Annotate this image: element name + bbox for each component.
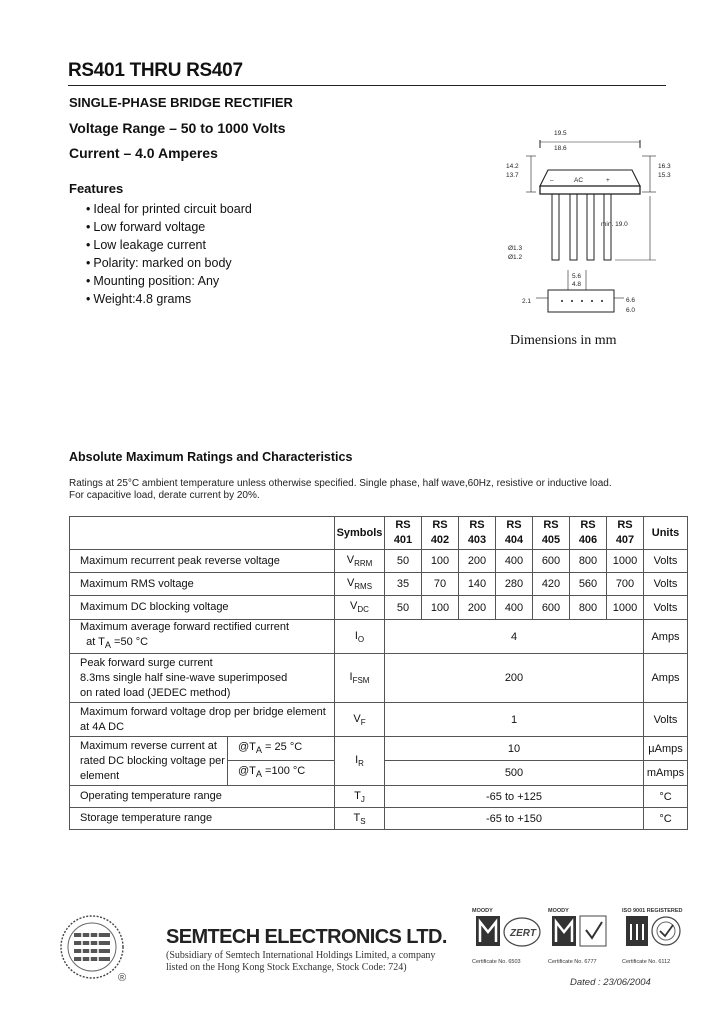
row-condition [228, 761, 335, 786]
table-cell: 400 [496, 596, 533, 620]
table-row [70, 596, 688, 620]
symbol-letter: V [353, 712, 361, 725]
ratings-note-line1: Ratings at 25°C ambient temperature unless otherwise specified. Single phase, half wave,60Hz, resistive or inductive load. [69, 478, 612, 489]
feature-item: • Polarity: marked on body [86, 254, 252, 272]
dim-width-bottom: 18.6 [554, 145, 567, 152]
symbol-letter: V [346, 553, 355, 566]
table-cell: 800 [570, 596, 607, 620]
table-row [70, 703, 688, 737]
svg-text:ZERT: ZERT [510, 928, 536, 939]
cert-bottom-text: Certificate No. 6112 [622, 959, 671, 965]
model-prefix: RS [432, 519, 448, 531]
table-cell: 1000 [607, 596, 644, 620]
table-cell: 280 [496, 573, 533, 596]
table-cell: 600 [533, 550, 570, 573]
cert-top-text: MOODY [472, 908, 493, 914]
units-header: Units [644, 517, 688, 550]
label-line: Peak forward surge current [80, 656, 213, 669]
row-symbol [335, 808, 385, 830]
row-label: Maximum DC blocking voltage [70, 596, 335, 620]
model-number: 401 [393, 534, 413, 546]
feature-item: • Low leakage current [86, 236, 252, 254]
model-header [459, 517, 496, 550]
condition-text: @T [238, 740, 256, 753]
table-cell: 50 [385, 596, 422, 620]
label-line: =50 °C [111, 636, 149, 648]
iso-registered-icon [622, 914, 688, 954]
ratings-heading: Absolute Maximum Ratings and Characteristics [69, 450, 353, 464]
condition-text: = 25 °C [262, 740, 303, 753]
model-prefix: RS [543, 519, 559, 531]
company-subsidiary-note [166, 950, 456, 974]
table-row [70, 808, 688, 830]
dim-lead-dia-top: Ø1.3 [508, 245, 523, 252]
features-list [86, 200, 252, 308]
row-unit: Volts [644, 596, 688, 620]
symbol-letter: I [354, 629, 358, 642]
table-cell: 35 [385, 573, 422, 596]
symbol-subscript: FSM [352, 676, 370, 686]
table-cell: 100 [422, 550, 459, 573]
table-row [70, 550, 688, 573]
ratings-note-line2: For capacitive load, derate current by 20%. [69, 490, 260, 501]
model-prefix: RS [617, 519, 633, 531]
table-cell: 4 [385, 620, 644, 654]
header-blank-cell [70, 517, 335, 550]
dim-height-right-bottom: 15.3 [658, 172, 671, 179]
dim-pitch-bottom: 4.8 [572, 281, 582, 288]
table-cell: -65 to +150 [385, 808, 644, 830]
row-label [70, 654, 335, 703]
ratings-table [69, 516, 688, 830]
row-label [70, 703, 335, 737]
current-rating: Current – 4.0 Amperes [69, 145, 218, 161]
label-line: on rated load (JEDEC method) [80, 686, 231, 699]
feature-item: • Mounting position: Any [86, 272, 252, 290]
label-line: Maximum reverse current at [80, 739, 217, 752]
row-symbol [335, 654, 385, 703]
table-cell: 700 [607, 573, 644, 596]
row-symbol [335, 573, 385, 596]
moody-zert-icon [472, 914, 544, 954]
registered-mark: ® [118, 972, 127, 984]
model-number: 406 [578, 534, 598, 546]
dim-width-top: 19.5 [554, 130, 567, 137]
label-line: at T [86, 636, 105, 648]
row-symbol [335, 786, 385, 808]
table-row [70, 620, 688, 654]
label-line: Maximum forward voltage drop per bridge element [80, 705, 326, 718]
ratings-note [69, 478, 669, 502]
dim-lead-dia-bottom: Ø1.2 [508, 254, 523, 261]
dimensions-caption: Dimensions in mm [510, 333, 617, 348]
feature-item: • Weight:4.8 grams [86, 290, 252, 308]
row-unit: Volts [644, 550, 688, 573]
row-unit: Volts [644, 573, 688, 596]
table-cell: 100 [422, 596, 459, 620]
table-cell: -65 to +125 [385, 786, 644, 808]
row-unit: µAmps [644, 737, 688, 761]
table-cell: 420 [533, 573, 570, 596]
table-cell: 1 [385, 703, 644, 737]
symbol-subscript: RRM [354, 559, 373, 569]
symbol-letter: V [346, 576, 355, 589]
model-header [496, 517, 533, 550]
row-label: Maximum RMS voltage [70, 573, 335, 596]
iso-cert-badge [622, 908, 688, 966]
dim-pitch-top: 5.6 [572, 273, 582, 280]
table-cell: 800 [570, 550, 607, 573]
table-cell: 200 [459, 550, 496, 573]
table-cell: 400 [496, 550, 533, 573]
table-cell: 140 [459, 573, 496, 596]
symbol-letter: I [349, 671, 353, 684]
cert-bottom-text: Certificate No. 6503 [472, 959, 521, 965]
row-unit: °C [644, 808, 688, 830]
model-prefix: RS [469, 519, 485, 531]
label-line: 8.3ms single half sine-wave superimposed [80, 671, 288, 684]
row-condition [228, 737, 335, 761]
condition-text: =100 °C [262, 765, 306, 778]
row-unit: °C [644, 786, 688, 808]
row-label [70, 737, 228, 786]
product-type: SINGLE-PHASE BRIDGE RECTIFIER [69, 95, 293, 110]
table-cell: 200 [459, 596, 496, 620]
condition-subscript: A [255, 769, 262, 780]
symbol-subscript: DC [357, 605, 369, 615]
table-cell: 70 [422, 573, 459, 596]
model-header [570, 517, 607, 550]
voltage-range: Voltage Range – 50 to 1000 Volts [69, 120, 286, 136]
symbols-header: Symbols [335, 517, 385, 550]
model-header [533, 517, 570, 550]
dim-height-left-top: 14.2 [506, 163, 519, 170]
dim-lead-length: min. 19.0 [601, 221, 628, 228]
model-prefix: RS [506, 519, 522, 531]
row-unit: Amps [644, 620, 688, 654]
symbol-letter: T [354, 789, 361, 802]
dim-side-right-top: 6.6 [626, 297, 636, 304]
table-cell: 1000 [607, 550, 644, 573]
row-unit: mAmps [644, 761, 688, 786]
feature-item: • Low forward voltage [86, 218, 252, 236]
table-cell: 560 [570, 573, 607, 596]
terminal-ac-label: AC [574, 177, 584, 184]
label-subscript: A [104, 640, 111, 651]
cert-top-text: ISO 9001 REGISTERED [622, 908, 683, 914]
model-prefix: RS [580, 519, 596, 531]
symbol-subscript: R [358, 759, 364, 769]
row-unit: Volts [644, 703, 688, 737]
label-line: Maximum average forward rectified current [80, 621, 290, 633]
table-row [70, 786, 688, 808]
row-label: Operating temperature range [70, 786, 335, 808]
cert-top-text: MOODY [548, 908, 569, 914]
row-label [70, 620, 335, 654]
row-symbol [335, 620, 385, 654]
model-header [385, 517, 422, 550]
dim-side-left: 2.1 [522, 298, 532, 305]
condition-subscript: A [255, 744, 262, 755]
moody-cert-badge-1 [472, 908, 544, 966]
dated-text: Dated : 23/06/2004 [570, 977, 651, 988]
table-row [70, 573, 688, 596]
row-unit: Amps [644, 654, 688, 703]
feature-item: • Ideal for printed circuit board [86, 200, 252, 218]
symbol-subscript: S [360, 816, 366, 826]
symbol-subscript: RMS [354, 582, 373, 592]
model-number: 407 [615, 534, 635, 546]
package-dimension-drawing [490, 120, 690, 325]
row-label: Storage temperature range [70, 808, 335, 830]
model-number: 404 [504, 534, 524, 546]
moody-cert-badge-2 [548, 908, 610, 966]
label-line: rated DC blocking voltage per [80, 754, 225, 767]
subsidiary-line2: listed on the Hong Kong Stock Exchange, Stock Code: 724) [166, 962, 407, 973]
symbol-subscript: O [357, 634, 365, 644]
table-row [70, 654, 688, 703]
row-symbol [335, 737, 385, 786]
table-cell: 50 [385, 550, 422, 573]
model-header [607, 517, 644, 550]
subsidiary-line1: (Subsidiary of Semtech International Holdings Limited, a company [166, 950, 436, 961]
symbol-subscript: F [360, 717, 366, 727]
title-rule [68, 85, 666, 86]
model-number: 403 [467, 534, 487, 546]
symbol-letter: V [350, 600, 358, 613]
table-cell: 600 [533, 596, 570, 620]
row-symbol [335, 596, 385, 620]
cert-bottom-text: Certificate No. 6777 [548, 959, 597, 965]
dim-height-right-top: 16.3 [658, 163, 671, 170]
moody-ukas-icon [548, 914, 610, 954]
label-line: element [80, 769, 120, 782]
features-heading: Features [69, 181, 124, 196]
dim-height-left-bottom: 13.7 [506, 172, 519, 179]
condition-text: @T [238, 765, 256, 778]
model-number: 402 [430, 534, 450, 546]
table-row [70, 737, 688, 761]
label-line: at 4A DC [80, 720, 125, 733]
table-header-row [70, 517, 688, 550]
company-name: SEMTECH ELECTRONICS LTD. [166, 926, 447, 948]
row-symbol [335, 550, 385, 573]
symbol-subscript: J [360, 794, 365, 804]
model-number: 405 [541, 534, 561, 546]
row-symbol [335, 703, 385, 737]
terminal-plus-label: + [606, 177, 610, 184]
dim-side-right-bottom: 6.0 [626, 307, 636, 314]
model-header [422, 517, 459, 550]
symbol-letter: T [353, 811, 361, 824]
table-cell: 10 [385, 737, 644, 761]
page-title: RS401 THRU RS407 [68, 60, 243, 81]
table-cell: 500 [385, 761, 644, 786]
symbol-letter: I [355, 754, 359, 767]
model-prefix: RS [395, 519, 411, 531]
row-label: Maximum recurrent peak reverse voltage [70, 550, 335, 573]
table-cell: 200 [385, 654, 644, 703]
terminal-minus-label: – [550, 177, 554, 184]
